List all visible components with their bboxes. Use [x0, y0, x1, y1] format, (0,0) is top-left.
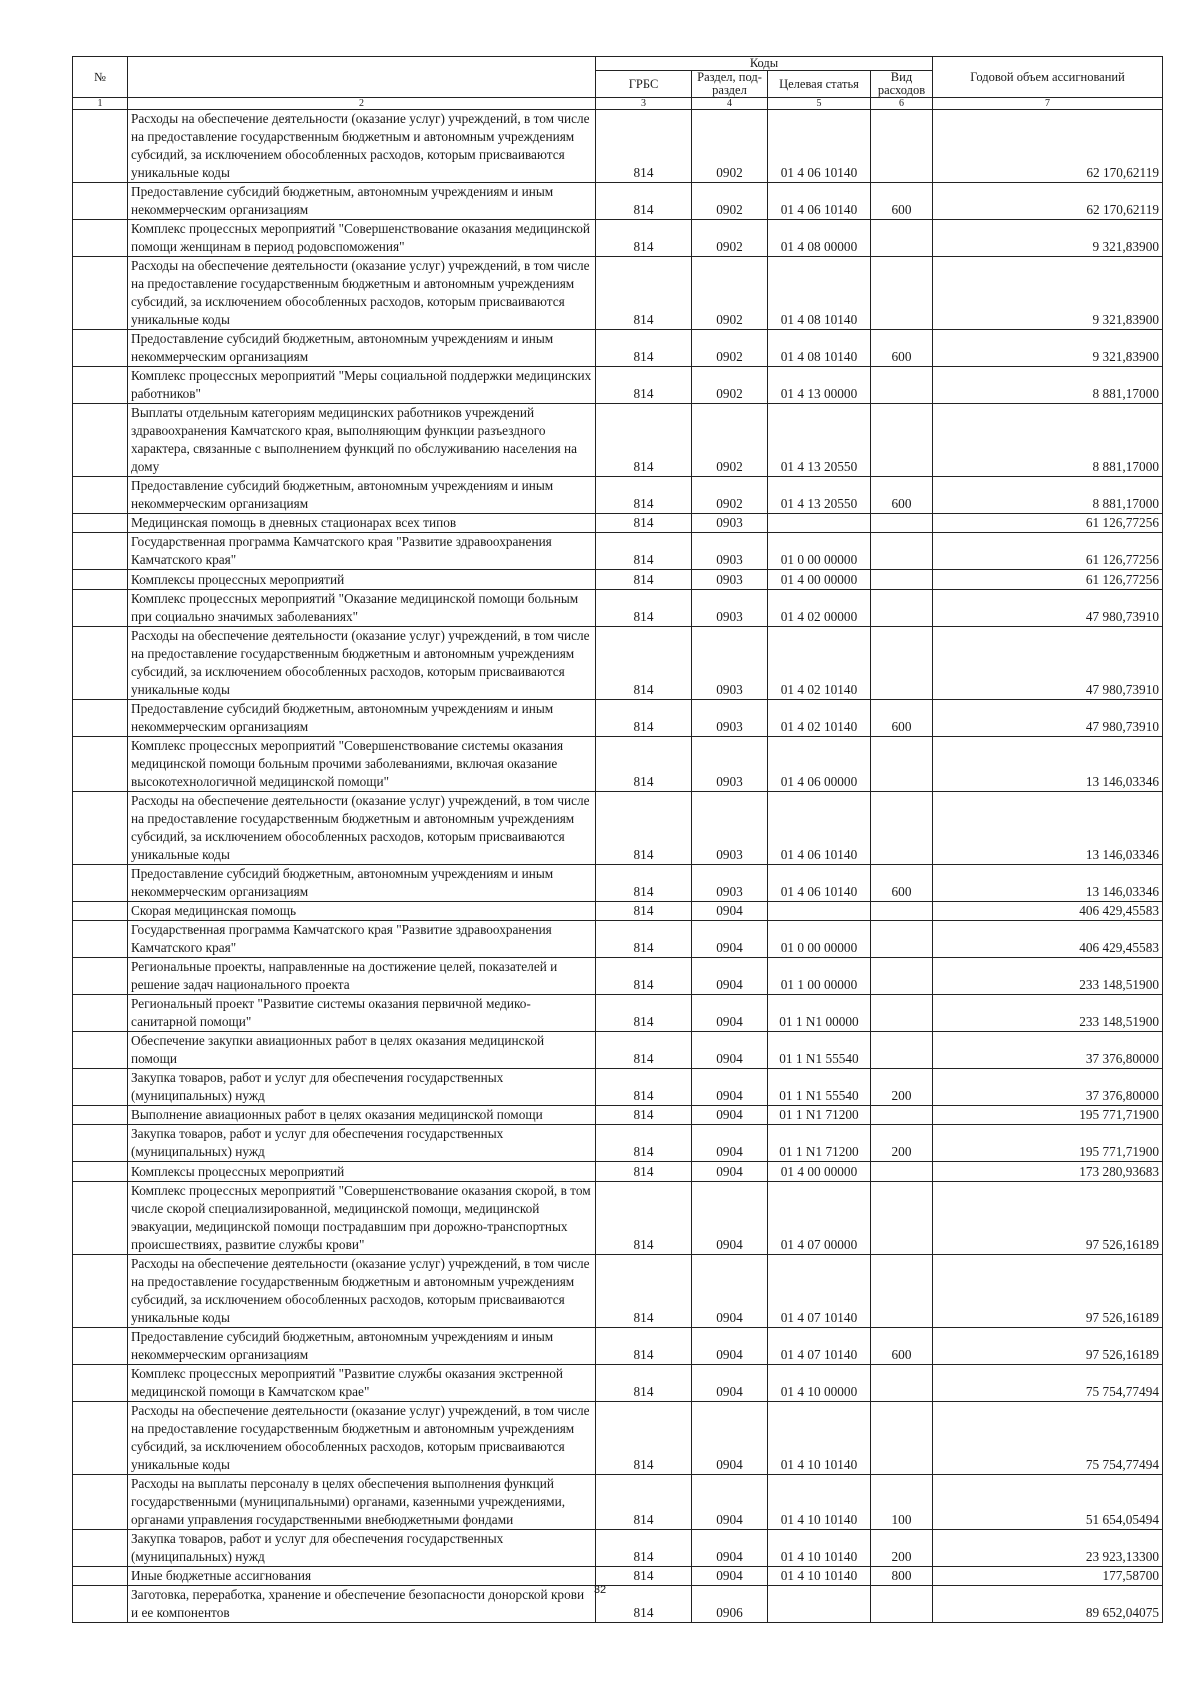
target-article-code: 01 4 00 00000	[768, 1162, 871, 1181]
section-code: 0904	[692, 958, 768, 995]
row-number	[73, 864, 128, 901]
expense-kind-code	[871, 367, 933, 404]
table-row	[73, 1474, 1163, 1529]
row-number	[73, 995, 128, 1032]
table-row	[73, 736, 1163, 791]
annual-amount: 47 980,73910	[933, 589, 1163, 626]
expense-kind-code	[871, 514, 933, 533]
table-row	[73, 220, 1163, 257]
annual-amount: 23 923,13300	[933, 1529, 1163, 1566]
column-index-row	[73, 98, 1163, 110]
col-header-codes: Коды	[596, 57, 933, 71]
table-row	[73, 1106, 1163, 1125]
table-row	[73, 958, 1163, 995]
section-code: 0903	[692, 791, 768, 864]
expense-name: Расходы на обеспечение деятельности (оказание услуг) учреждений, в том числе на предоставление государственным бюджетным и автономным учреждениям субсидий, за исключением обособленных расходов, которым присваиваются уникальные коды	[128, 110, 596, 183]
row-number	[73, 1474, 128, 1529]
annual-amount: 61 126,77256	[933, 570, 1163, 589]
row-number	[73, 367, 128, 404]
expense-name: Закупка товаров, работ и услуг для обеспечения государственных (муниципальных) нужд	[128, 1529, 596, 1566]
table-row	[73, 921, 1163, 958]
col-header-kind: Вид расходов	[871, 71, 933, 98]
target-article-code: 01 4 06 10140	[768, 864, 871, 901]
grbs-code: 814	[596, 958, 692, 995]
annual-amount: 61 126,77256	[933, 514, 1163, 533]
annual-amount: 8 881,17000	[933, 367, 1163, 404]
target-article-code: 01 4 02 00000	[768, 589, 871, 626]
target-article-code: 01 4 00 00000	[768, 570, 871, 589]
target-article-code: 01 4 06 10140	[768, 110, 871, 183]
expense-name: Комплекс процессных мероприятий "Развитие службы оказания экстренной медицинской помощи в Камчатском крае"	[128, 1364, 596, 1401]
target-article-code: 01 4 10 10140	[768, 1401, 871, 1474]
expense-name: Предоставление субсидий бюджетным, автономным учреждениям и иным некоммерческим организациям	[128, 477, 596, 514]
expense-kind-code	[871, 626, 933, 699]
expense-name: Комплекс процессных мероприятий "Оказание медицинской помощи больным при социально значимых заболеваниях"	[128, 589, 596, 626]
target-article-code: 01 4 08 10140	[768, 330, 871, 367]
section-code: 0906	[692, 1586, 768, 1623]
section-code: 0904	[692, 921, 768, 958]
target-article-code: 01 4 06 10140	[768, 183, 871, 220]
grbs-code: 814	[596, 921, 692, 958]
expense-name: Расходы на обеспечение деятельности (оказание услуг) учреждений, в том числе на предоставление государственным бюджетным и автономным учреждениям субсидий, за исключением обособленных расходов, которым присваиваются уникальные коды	[128, 1401, 596, 1474]
table-row	[73, 864, 1163, 901]
target-article-code: 01 0 00 00000	[768, 921, 871, 958]
expense-kind-code: 200	[871, 1529, 933, 1566]
expense-kind-code	[871, 257, 933, 330]
annual-amount: 97 526,16189	[933, 1181, 1163, 1254]
annual-amount: 47 980,73910	[933, 699, 1163, 736]
table-row	[73, 514, 1163, 533]
target-article-code: 01 4 13 20550	[768, 477, 871, 514]
section-code: 0904	[692, 1566, 768, 1585]
table-row	[73, 1162, 1163, 1181]
budget-table	[72, 56, 1163, 1623]
grbs-code: 814	[596, 1474, 692, 1529]
annual-amount: 173 280,93683	[933, 1162, 1163, 1181]
target-article-code: 01 4 10 10140	[768, 1529, 871, 1566]
row-number	[73, 1106, 128, 1125]
col-header-target: Целевая статья	[768, 71, 871, 98]
col-header-num: №	[73, 57, 128, 98]
annual-amount: 97 526,16189	[933, 1327, 1163, 1364]
target-article-code: 01 4 06 10140	[768, 791, 871, 864]
grbs-code: 814	[596, 1254, 692, 1327]
section-code: 0902	[692, 183, 768, 220]
expense-name: Комплекс процессных мероприятий "Меры социальной поддержки медицинских работников"	[128, 367, 596, 404]
target-article-code: 01 4 02 10140	[768, 626, 871, 699]
expense-kind-code	[871, 901, 933, 920]
grbs-code: 814	[596, 699, 692, 736]
row-number	[73, 589, 128, 626]
table-row	[73, 1327, 1163, 1364]
section-code: 0903	[692, 570, 768, 589]
expense-name: Обеспечение закупки авиационных работ в целях оказания медицинской помощи	[128, 1032, 596, 1069]
section-code: 0903	[692, 533, 768, 570]
section-code: 0902	[692, 110, 768, 183]
expense-kind-code	[871, 1364, 933, 1401]
annual-amount: 177,58700	[933, 1566, 1163, 1585]
section-code: 0904	[692, 901, 768, 920]
row-number	[73, 699, 128, 736]
table-row	[73, 367, 1163, 404]
row-number	[73, 1181, 128, 1254]
expense-name: Расходы на обеспечение деятельности (оказание услуг) учреждений, в том числе на предоставление государственным бюджетным и автономным учреждениям субсидий, за исключением обособленных расходов, которым присваиваются уникальные коды	[128, 791, 596, 864]
expense-kind-code: 200	[871, 1069, 933, 1106]
col-header-amount: Годовой объем ассигнований	[933, 57, 1163, 98]
row-number	[73, 1032, 128, 1069]
table-row	[73, 1254, 1163, 1327]
column-index: 2	[128, 98, 596, 110]
section-code: 0902	[692, 404, 768, 477]
row-number	[73, 736, 128, 791]
target-article-code: 01 4 10 10140	[768, 1566, 871, 1585]
row-number	[73, 1566, 128, 1585]
row-number	[73, 1125, 128, 1162]
section-code: 0904	[692, 1032, 768, 1069]
grbs-code: 814	[596, 570, 692, 589]
target-article-code: 01 4 10 00000	[768, 1364, 871, 1401]
expense-name: Комплексы процессных мероприятий	[128, 570, 596, 589]
section-code: 0904	[692, 995, 768, 1032]
expense-name: Выполнение авиационных работ в целях оказания медицинской помощи	[128, 1106, 596, 1125]
expense-name: Скорая медицинская помощь	[128, 901, 596, 920]
annual-amount: 233 148,51900	[933, 958, 1163, 995]
annual-amount: 37 376,80000	[933, 1032, 1163, 1069]
annual-amount: 8 881,17000	[933, 477, 1163, 514]
table-row	[73, 1181, 1163, 1254]
target-article-code: 01 4 07 10140	[768, 1254, 871, 1327]
table-row	[73, 699, 1163, 736]
expense-name: Заготовка, переработка, хранение и обеспечение безопасности донорской крови и ее компонентов	[128, 1586, 596, 1623]
row-number	[73, 477, 128, 514]
row-number	[73, 330, 128, 367]
target-article-code: 01 1 N1 71200	[768, 1125, 871, 1162]
grbs-code: 814	[596, 404, 692, 477]
column-index: 7	[933, 98, 1163, 110]
table-row	[73, 330, 1163, 367]
column-index: 4	[692, 98, 768, 110]
expense-kind-code	[871, 533, 933, 570]
column-index: 3	[596, 98, 692, 110]
table-row	[73, 626, 1163, 699]
annual-amount: 75 754,77494	[933, 1364, 1163, 1401]
table-row	[73, 1125, 1163, 1162]
annual-amount: 406 429,45583	[933, 901, 1163, 920]
annual-amount: 47 980,73910	[933, 626, 1163, 699]
expense-name: Закупка товаров, работ и услуг для обеспечения государственных (муниципальных) нужд	[128, 1125, 596, 1162]
row-number	[73, 514, 128, 533]
grbs-code: 814	[596, 110, 692, 183]
annual-amount: 97 526,16189	[933, 1254, 1163, 1327]
section-code: 0902	[692, 220, 768, 257]
grbs-code: 814	[596, 220, 692, 257]
table-row	[73, 1566, 1163, 1585]
expense-kind-code	[871, 921, 933, 958]
grbs-code: 814	[596, 1162, 692, 1181]
table-row	[73, 183, 1163, 220]
column-index: 6	[871, 98, 933, 110]
table-row	[73, 110, 1163, 183]
grbs-code: 814	[596, 514, 692, 533]
expense-kind-code: 600	[871, 477, 933, 514]
expense-name: Расходы на обеспечение деятельности (оказание услуг) учреждений, в том числе на предоставление государственным бюджетным и автономным учреждениям субсидий, за исключением обособленных расходов, которым присваиваются уникальные коды	[128, 626, 596, 699]
expense-kind-code	[871, 1254, 933, 1327]
expense-kind-code	[871, 404, 933, 477]
annual-amount: 62 170,62119	[933, 183, 1163, 220]
row-number	[73, 1327, 128, 1364]
table-row	[73, 901, 1163, 920]
table-header	[73, 57, 1163, 110]
target-article-code: 01 1 N1 71200	[768, 1106, 871, 1125]
expense-name: Государственная программа Камчатского края "Развитие здравоохранения Камчатского края"	[128, 533, 596, 570]
target-article-code: 01 4 13 00000	[768, 367, 871, 404]
target-article-code: 01 1 N1 55540	[768, 1069, 871, 1106]
grbs-code: 814	[596, 736, 692, 791]
col-header-section: Раздел, под-раздел	[692, 71, 768, 98]
row-number	[73, 626, 128, 699]
row-number	[73, 1254, 128, 1327]
table-row	[73, 404, 1163, 477]
annual-amount: 195 771,71900	[933, 1106, 1163, 1125]
expense-name: Государственная программа Камчатского края "Развитие здравоохранения Камчатского края"	[128, 921, 596, 958]
table-row	[73, 257, 1163, 330]
row-number	[73, 901, 128, 920]
expense-kind-code	[871, 1162, 933, 1181]
grbs-code: 814	[596, 533, 692, 570]
row-number	[73, 1401, 128, 1474]
section-code: 0903	[692, 626, 768, 699]
section-code: 0902	[692, 330, 768, 367]
grbs-code: 814	[596, 1069, 692, 1106]
expense-name: Расходы на выплаты персоналу в целях обеспечения выполнения функций государственными (муниципальными) органами, казенными учреждениями, органами управления государственными внебюджетными фондами	[128, 1474, 596, 1529]
row-number	[73, 404, 128, 477]
expense-kind-code: 600	[871, 330, 933, 367]
annual-amount: 406 429,45583	[933, 921, 1163, 958]
grbs-code: 814	[596, 330, 692, 367]
annual-amount: 61 126,77256	[933, 533, 1163, 570]
target-article-code: 01 4 07 00000	[768, 1181, 871, 1254]
annual-amount: 13 146,03346	[933, 791, 1163, 864]
grbs-code: 814	[596, 367, 692, 404]
target-article-code: 01 4 07 10140	[768, 1327, 871, 1364]
section-code: 0904	[692, 1474, 768, 1529]
expense-name: Закупка товаров, работ и услуг для обеспечения государственных (муниципальных) нужд	[128, 1069, 596, 1106]
column-index: 1	[73, 98, 128, 110]
grbs-code: 814	[596, 1401, 692, 1474]
col-header-grbs: ГРБС	[596, 71, 692, 98]
section-code: 0904	[692, 1162, 768, 1181]
expense-name: Региональный проект "Развитие системы оказания первичной медико-санитарной помощи"	[128, 995, 596, 1032]
section-code: 0903	[692, 864, 768, 901]
section-code: 0904	[692, 1181, 768, 1254]
annual-amount: 195 771,71900	[933, 1125, 1163, 1162]
grbs-code: 814	[596, 477, 692, 514]
annual-amount: 9 321,83900	[933, 330, 1163, 367]
table-row	[73, 1032, 1163, 1069]
target-article-code: 01 1 N1 00000	[768, 995, 871, 1032]
annual-amount: 13 146,03346	[933, 736, 1163, 791]
expense-kind-code: 200	[871, 1125, 933, 1162]
grbs-code: 814	[596, 1364, 692, 1401]
target-article-code: 01 4 02 10140	[768, 699, 871, 736]
section-code: 0904	[692, 1364, 768, 1401]
table-row	[73, 589, 1163, 626]
expense-name: Комплекс процессных мероприятий "Совершенствование оказания медицинской помощи женщинам в период родовспоможения"	[128, 220, 596, 257]
expense-name: Комплекс процессных мероприятий "Совершенствование оказания скорой, в том числе скорой специализированной, медицинской помощи, медицинской эвакуации, медицинской помощи пострадавшим при дорожно-транспортных происшествиях, развитие службы крови"	[128, 1181, 596, 1254]
grbs-code: 814	[596, 791, 692, 864]
annual-amount: 89 652,04075	[933, 1586, 1163, 1623]
grbs-code: 814	[596, 864, 692, 901]
section-code: 0902	[692, 477, 768, 514]
row-number	[73, 1364, 128, 1401]
grbs-code: 814	[596, 257, 692, 330]
target-article-code: 01 4 10 10140	[768, 1474, 871, 1529]
row-number	[73, 958, 128, 995]
row-number	[73, 533, 128, 570]
section-code: 0902	[692, 367, 768, 404]
grbs-code: 814	[596, 1566, 692, 1585]
expense-kind-code: 600	[871, 699, 933, 736]
table-body	[73, 110, 1163, 1623]
grbs-code: 814	[596, 1032, 692, 1069]
target-article-code: 01 1 N1 55540	[768, 1032, 871, 1069]
expense-name: Региональные проекты, направленные на достижение целей, показателей и решение задач национального проекта	[128, 958, 596, 995]
annual-amount: 9 321,83900	[933, 257, 1163, 330]
annual-amount: 9 321,83900	[933, 220, 1163, 257]
grbs-code: 814	[596, 1125, 692, 1162]
section-code: 0903	[692, 699, 768, 736]
expense-name: Выплаты отдельным категориям медицинских работников учреждений здравоохранения Камчатского края, выполняющим функции разъездного характера, связанные с выполнением функций по обслуживанию населения на дому	[128, 404, 596, 477]
expense-name: Расходы на обеспечение деятельности (оказание услуг) учреждений, в том числе на предоставление государственным бюджетным и автономным учреждениям субсидий, за исключением обособленных расходов, которым присваиваются уникальные коды	[128, 1254, 596, 1327]
section-code: 0904	[692, 1327, 768, 1364]
expense-name: Предоставление субсидий бюджетным, автономным учреждениям и иным некоммерческим организациям	[128, 699, 596, 736]
row-number	[73, 921, 128, 958]
section-code: 0903	[692, 514, 768, 533]
section-code: 0904	[692, 1401, 768, 1474]
section-code: 0903	[692, 736, 768, 791]
row-number	[73, 1069, 128, 1106]
table-row	[73, 1529, 1163, 1566]
section-code: 0904	[692, 1529, 768, 1566]
row-number	[73, 110, 128, 183]
expense-name: Комплекс процессных мероприятий "Совершенствование системы оказания медицинской помощи больным прочими заболеваниями, включая оказание высокотехнологичной медицинской помощи"	[128, 736, 596, 791]
budget-sheet	[72, 56, 1162, 1623]
row-number	[73, 1162, 128, 1181]
expense-kind-code: 100	[871, 1474, 933, 1529]
expense-kind-code	[871, 995, 933, 1032]
target-article-code: 01 4 13 20550	[768, 404, 871, 477]
expense-kind-code	[871, 570, 933, 589]
grbs-code: 814	[596, 1327, 692, 1364]
expense-kind-code	[871, 220, 933, 257]
row-number	[73, 1529, 128, 1566]
table-row	[73, 477, 1163, 514]
target-article-code: 01 0 00 00000	[768, 533, 871, 570]
col-header-name	[128, 57, 596, 98]
annual-amount: 8 881,17000	[933, 404, 1163, 477]
expense-kind-code: 600	[871, 1327, 933, 1364]
expense-name: Иные бюджетные ассигнования	[128, 1566, 596, 1585]
table-row	[73, 1401, 1163, 1474]
row-number	[73, 570, 128, 589]
target-article-code	[768, 901, 871, 920]
grbs-code: 814	[596, 1529, 692, 1566]
annual-amount: 13 146,03346	[933, 864, 1163, 901]
target-article-code: 01 1 00 00000	[768, 958, 871, 995]
grbs-code: 814	[596, 626, 692, 699]
expense-kind-code	[871, 1106, 933, 1125]
expense-name: Предоставление субсидий бюджетным, автономным учреждениям и иным некоммерческим организациям	[128, 330, 596, 367]
row-number	[73, 183, 128, 220]
expense-name: Медицинская помощь в дневных стационарах всех типов	[128, 514, 596, 533]
annual-amount: 75 754,77494	[933, 1401, 1163, 1474]
expense-kind-code	[871, 110, 933, 183]
target-article-code	[768, 514, 871, 533]
expense-kind-code	[871, 958, 933, 995]
grbs-code: 814	[596, 589, 692, 626]
annual-amount: 62 170,62119	[933, 110, 1163, 183]
target-article-code: 01 4 06 00000	[768, 736, 871, 791]
table-row	[73, 533, 1163, 570]
expense-name: Комплексы процессных мероприятий	[128, 1162, 596, 1181]
grbs-code: 814	[596, 1106, 692, 1125]
grbs-code: 814	[596, 901, 692, 920]
expense-kind-code	[871, 1181, 933, 1254]
expense-kind-code: 600	[871, 183, 933, 220]
section-code: 0904	[692, 1125, 768, 1162]
grbs-code: 814	[596, 183, 692, 220]
expense-kind-code	[871, 1401, 933, 1474]
section-code: 0903	[692, 589, 768, 626]
table-row	[73, 1069, 1163, 1106]
section-code: 0904	[692, 1069, 768, 1106]
grbs-code: 814	[596, 1181, 692, 1254]
table-row	[73, 791, 1163, 864]
target-article-code: 01 4 08 10140	[768, 257, 871, 330]
section-code: 0902	[692, 257, 768, 330]
table-row	[73, 995, 1163, 1032]
expense-kind-code	[871, 1032, 933, 1069]
expense-kind-code: 800	[871, 1566, 933, 1585]
annual-amount: 37 376,80000	[933, 1069, 1163, 1106]
target-article-code: 01 4 08 00000	[768, 220, 871, 257]
table-row	[73, 1364, 1163, 1401]
annual-amount: 51 654,05494	[933, 1474, 1163, 1529]
grbs-code: 814	[596, 995, 692, 1032]
section-code: 0904	[692, 1106, 768, 1125]
page-number: 32	[593, 1584, 607, 1596]
column-index: 5	[768, 98, 871, 110]
expense-kind-code	[871, 736, 933, 791]
section-code: 0904	[692, 1254, 768, 1327]
expense-kind-code: 600	[871, 864, 933, 901]
row-number	[73, 220, 128, 257]
expense-name: Предоставление субсидий бюджетным, автономным учреждениям и иным некоммерческим организациям	[128, 864, 596, 901]
expense-name: Предоставление субсидий бюджетным, автономным учреждениям и иным некоммерческим организациям	[128, 183, 596, 220]
annual-amount: 233 148,51900	[933, 995, 1163, 1032]
row-number	[73, 791, 128, 864]
expense-kind-code	[871, 589, 933, 626]
expense-kind-code	[871, 791, 933, 864]
expense-name: Предоставление субсидий бюджетным, автономным учреждениям и иным некоммерческим организациям	[128, 1327, 596, 1364]
expense-name: Расходы на обеспечение деятельности (оказание услуг) учреждений, в том числе на предоставление государственным бюджетным и автономным учреждениям субсидий, за исключением обособленных расходов, которым присваиваются уникальные коды	[128, 257, 596, 330]
grbs-code: 814	[596, 1586, 692, 1623]
table-row	[73, 570, 1163, 589]
row-number	[73, 257, 128, 330]
